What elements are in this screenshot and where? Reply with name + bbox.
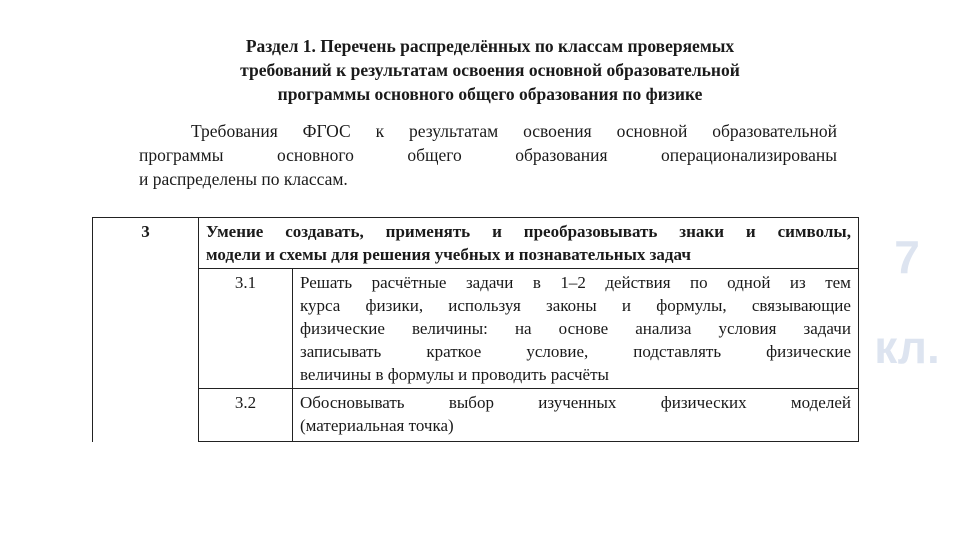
row-text-line bbox=[300, 317, 851, 340]
word: выбор bbox=[448, 393, 494, 412]
row-text-line bbox=[300, 391, 851, 414]
word: преобразовывать bbox=[523, 222, 658, 241]
word: Умение bbox=[206, 222, 264, 241]
row-text-line: величины в формулы и проводить расчёты bbox=[300, 365, 609, 384]
word: освоения bbox=[523, 121, 592, 141]
heading-line: требований к результатам освоения основной образовательной bbox=[240, 60, 740, 80]
word: физические bbox=[766, 342, 852, 361]
grade-number: 7 bbox=[894, 231, 920, 283]
word: формулы, bbox=[656, 296, 727, 315]
intro-paragraph bbox=[139, 119, 837, 191]
row-text-line bbox=[300, 271, 851, 294]
word: на bbox=[514, 319, 532, 338]
heading-line: Раздел 1. Перечень распределённых по классам проверяемых bbox=[245, 36, 735, 56]
word: и bbox=[621, 296, 631, 315]
word: задачи bbox=[803, 319, 851, 338]
table-row bbox=[93, 389, 859, 442]
word: в bbox=[532, 273, 541, 292]
intro-line: и распределены по классам. bbox=[139, 169, 348, 189]
word: условие, bbox=[526, 342, 589, 361]
word: физические bbox=[300, 319, 385, 338]
word: законы bbox=[546, 296, 597, 315]
word: моделей bbox=[790, 393, 851, 412]
requirements-table bbox=[92, 217, 859, 442]
word: основного bbox=[276, 145, 354, 165]
word: физики, bbox=[365, 296, 424, 315]
word: образования bbox=[515, 145, 608, 165]
word: Решать bbox=[300, 273, 353, 292]
section-number: 3 bbox=[93, 218, 199, 269]
word: результатам bbox=[409, 121, 499, 141]
word: задачи bbox=[465, 273, 514, 292]
blank-cell bbox=[93, 389, 199, 442]
blank-cell bbox=[93, 269, 199, 389]
word: ФГОС bbox=[302, 121, 351, 141]
word: тем bbox=[825, 273, 851, 292]
word: расчётные bbox=[371, 273, 447, 292]
word: создавать, bbox=[285, 222, 364, 241]
word: подставлять bbox=[633, 342, 722, 361]
word: краткое bbox=[426, 342, 482, 361]
word: знаки bbox=[679, 222, 725, 241]
word: физических bbox=[660, 393, 747, 412]
word: условия bbox=[718, 319, 777, 338]
grade-label bbox=[862, 212, 952, 392]
row-text bbox=[293, 269, 859, 389]
row-number: 3.1 bbox=[199, 269, 293, 389]
word: основной bbox=[616, 121, 688, 141]
table-row-section bbox=[93, 218, 859, 269]
row-text-line bbox=[300, 294, 851, 317]
row-number: 3.2 bbox=[199, 389, 293, 442]
word: действия bbox=[605, 273, 671, 292]
section-title-line: модели и схемы для решения учебных и познавательных задач bbox=[206, 245, 691, 264]
intro-line bbox=[139, 143, 837, 167]
word: Обосновывать bbox=[300, 393, 405, 412]
word: величины: bbox=[411, 319, 488, 338]
grade-suffix: кл. bbox=[874, 321, 940, 373]
word: из bbox=[789, 273, 806, 292]
heading-line: программы основного общего образования по физике bbox=[277, 84, 703, 104]
word: записывать bbox=[300, 342, 382, 361]
word: одной bbox=[727, 273, 771, 292]
word: анализа bbox=[635, 319, 692, 338]
row-text-line: (материальная точка) bbox=[300, 416, 454, 435]
word: курса bbox=[300, 296, 341, 315]
word: символы, bbox=[777, 222, 851, 241]
table-row bbox=[93, 269, 859, 389]
word: Требования bbox=[191, 121, 278, 141]
word: и bbox=[492, 222, 502, 241]
word: используя bbox=[448, 296, 521, 315]
word: изученных bbox=[538, 393, 617, 412]
word: 1–2 bbox=[560, 273, 586, 292]
row-text bbox=[293, 389, 859, 442]
row-text-line bbox=[300, 340, 851, 363]
word: связывающие bbox=[751, 296, 851, 315]
word: общего bbox=[407, 145, 462, 165]
section-title bbox=[199, 218, 859, 269]
word: программы bbox=[139, 145, 224, 165]
word: операционализированы bbox=[661, 145, 837, 165]
section-title-line bbox=[206, 220, 851, 243]
word: основе bbox=[558, 319, 609, 338]
word: по bbox=[690, 273, 708, 292]
word: образовательной bbox=[712, 121, 837, 141]
intro-line bbox=[139, 119, 837, 143]
word: к bbox=[375, 121, 385, 141]
word: и bbox=[745, 222, 756, 241]
section-heading bbox=[150, 34, 830, 106]
word: применять bbox=[385, 222, 471, 241]
